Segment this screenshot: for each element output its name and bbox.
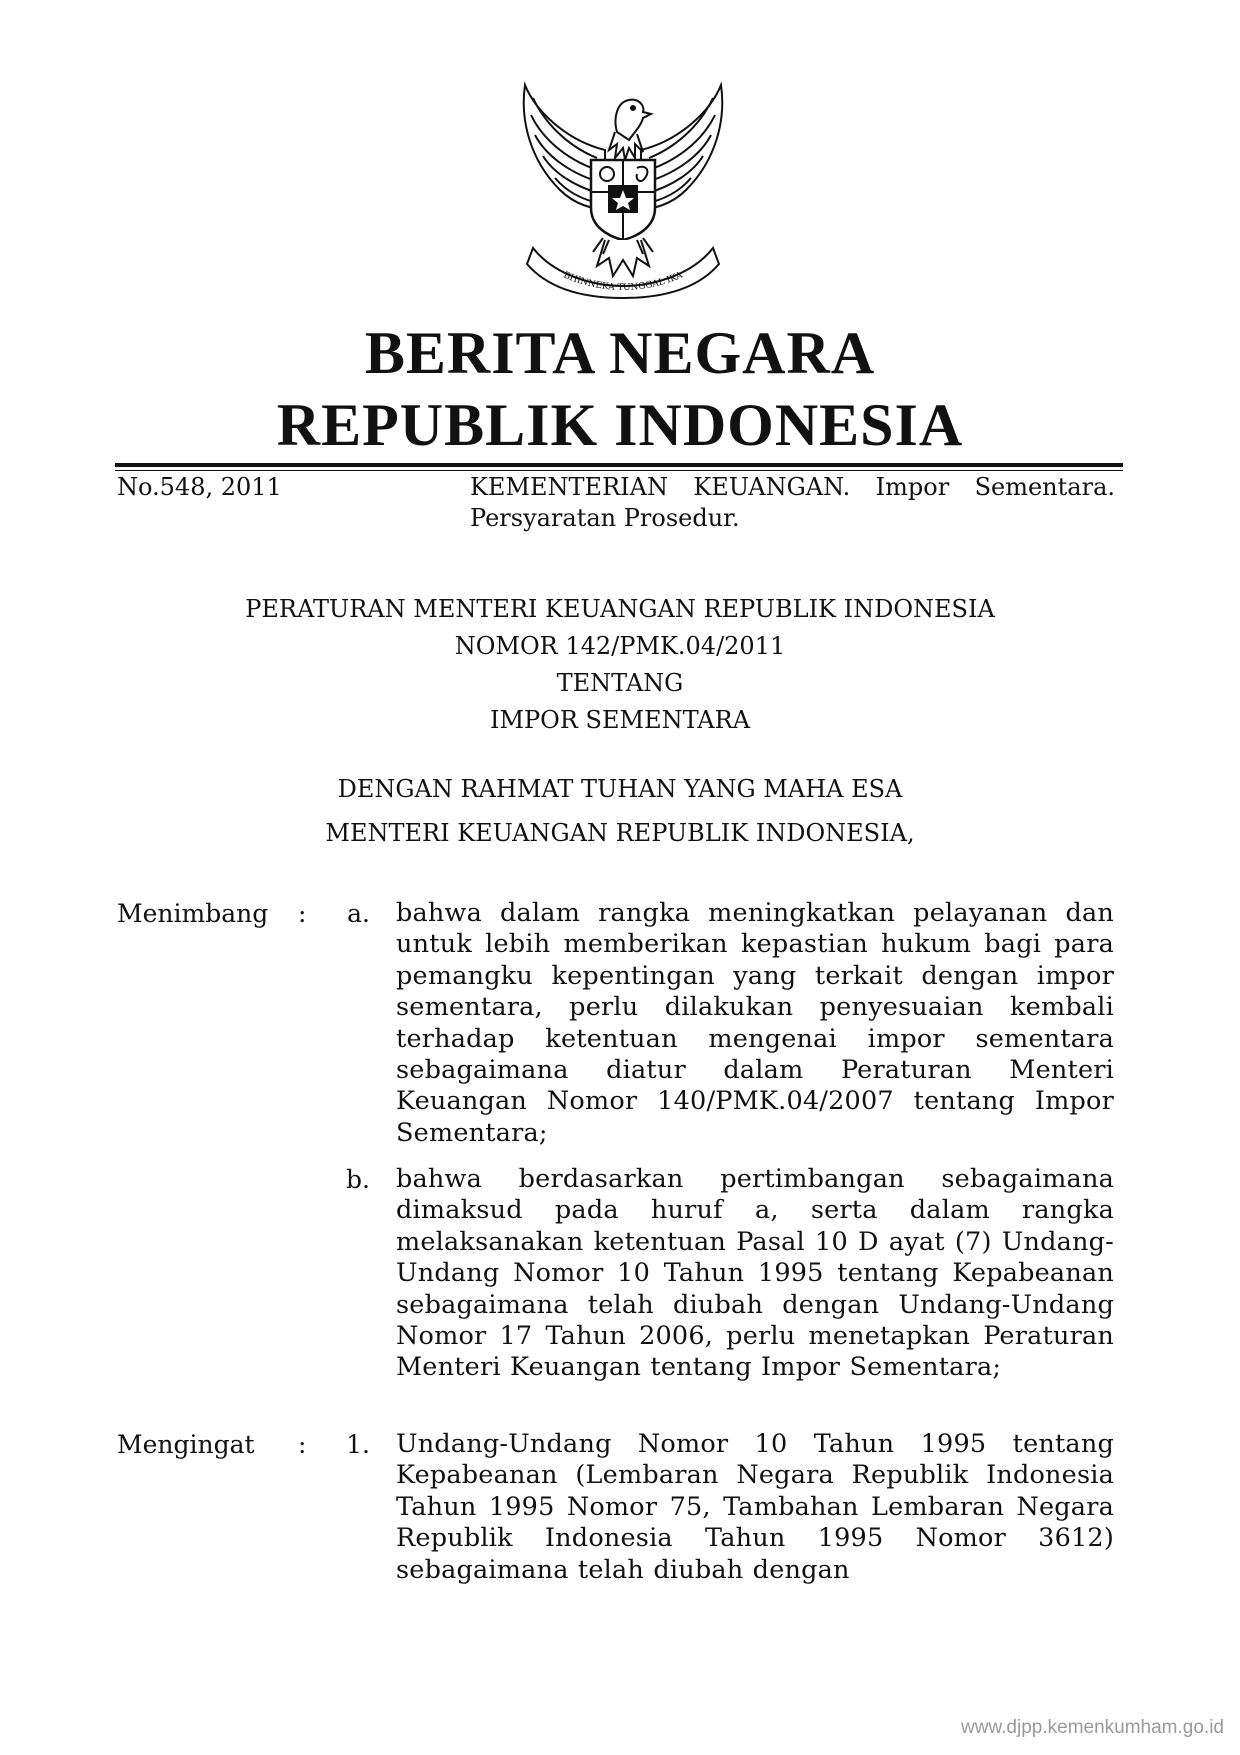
clause-text: Undang-Undang Nomor 10 Tahun 1995 tentang Kepabeanan (Lembaran Negara Republik Indonesia Tahun 1995 Nomor 75, Tambahan Lembaran Negara Republik Indonesia Tahun 1995 Nomor 3612) sebagaimana telah diubah dengan [396,1429,1114,1585]
masthead-subtitle: REPUBLIK INDONESIA [276,392,964,458]
title-line: TENTANG [556,669,684,697]
menimbang-colon: : [298,899,307,928]
regulation-title [0,591,1240,739]
issue-number: No.548, 2011 [117,473,282,501]
clause-text: bahwa berdasarkan pertimbangan sebagaimana dimaksud pada huruf a, serta dalam rangka melaksanakan ketentuan Pasal 10 D ayat (7) Undang-Undang Nomor 10 Tahun 1995 tentang Kepabeanan sebagaimana telah diubah dengan Undang-Undang Nomor 17 Tahun 2006, perlu menetapkan Peraturan Menteri Keuangan tentang Impor Sementara; [396,1164,1114,1383]
clause-marker: 1. [346,1430,370,1459]
title-line: PERATURAN MENTERI KEUANGAN REPUBLIK INDONESIA [245,595,995,623]
shield-icon [591,160,655,240]
source-watermark: www.djpp.kemenkumham.go.id [961,1717,1224,1738]
motto-text: BHINNEKA TUNGGAL IKA [561,270,685,294]
clause-marker: b. [346,1165,370,1194]
garuda-emblem-icon [505,80,741,300]
title-line: NOMOR 142/PMK.04/2011 [454,632,786,660]
mengingat-label: Mengingat [117,1430,255,1459]
preamble [0,767,1240,855]
masthead-title: BERITA NEGARA [364,320,876,386]
clause-marker: a. [347,899,370,928]
menimbang-label: Menimbang [117,899,269,928]
preamble-line: MENTERI KEUANGAN REPUBLIK INDONESIA, [325,819,915,847]
title-line: IMPOR SEMENTARA [489,706,751,734]
mengingat-colon: : [298,1430,307,1459]
issue-subject: KEMENTERIAN KEUANGAN. Impor Sementara. Persyaratan Prosedur. [470,473,1115,532]
masthead-rule [115,463,1123,467]
preamble-line: DENGAN RAHMAT TUHAN YANG MAHA ESA [337,775,903,803]
clause-text: bahwa dalam rangka meningkatkan pelayanan dan untuk lebih memberikan kepastian hukum bagi para pemangku kepentingan yang terkait dengan impor sementara, perlu dilakukan penyesuaian kembali terhadap ketentuan mengenai impor sementara sebagaimana diatur dalam Peraturan Menteri Keuangan Nomor 140/PMK.04/2007 tentang Impor Sementara; [396,898,1114,1148]
masthead-rule-thin [115,470,1123,471]
